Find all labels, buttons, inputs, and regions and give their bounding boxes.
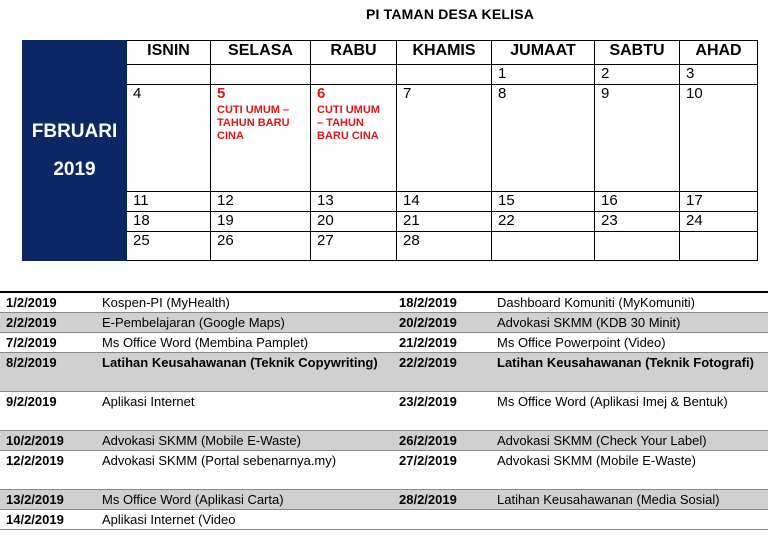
- day-number: 26: [217, 232, 234, 249]
- day-number: 16: [601, 192, 618, 209]
- schedule-row: [0, 313, 768, 333]
- day-cell: [397, 65, 492, 85]
- day-cell: [595, 192, 680, 212]
- day-cell: [211, 192, 311, 212]
- day-header-rabu: RABU: [311, 40, 397, 65]
- day-cell: [397, 232, 492, 261]
- day-cell: [127, 85, 211, 192]
- day-number: 28: [403, 232, 420, 249]
- day-number: 10: [686, 85, 703, 102]
- schedule-event: Aplikasi Internet: [102, 394, 195, 409]
- day-number: 13: [317, 192, 334, 209]
- schedule-row: [0, 353, 768, 392]
- day-cell: [127, 232, 211, 261]
- schedule-date: 14/2/2019: [6, 512, 64, 527]
- schedule-row: [0, 510, 768, 530]
- schedule-event: Advokasi SKMM (Mobile E-Waste): [102, 433, 301, 448]
- schedule-date: 22/2/2019: [399, 355, 457, 370]
- schedule-date: 9/2/2019: [6, 394, 57, 409]
- day-header-khamis: KHAMIS: [397, 40, 492, 65]
- day-number: 7: [403, 85, 412, 102]
- schedule-row: [0, 293, 768, 313]
- month-year: 2019: [53, 158, 96, 180]
- day-number: 3: [686, 65, 695, 82]
- day-cell: [680, 65, 758, 85]
- day-number: 8: [498, 85, 507, 102]
- day-number: 15: [498, 192, 515, 209]
- schedule-row: [0, 451, 768, 490]
- schedule-event: Advokasi SKMM (Portal sebenarnya.my): [102, 453, 337, 468]
- day-number: 12: [217, 192, 234, 209]
- schedule-date: 27/2/2019: [399, 453, 457, 468]
- schedule-date: 28/2/2019: [399, 492, 457, 507]
- schedule-date: 10/2/2019: [6, 433, 64, 448]
- schedule-date: 23/2/2019: [399, 394, 457, 409]
- month-name: FBRUARI: [31, 120, 118, 142]
- holiday-note: CUTI UMUM – TAHUN BARU CINA: [317, 104, 380, 142]
- day-cell: [311, 65, 397, 85]
- schedule-table: [0, 291, 768, 530]
- schedule-date: 2/2/2019: [6, 315, 57, 330]
- day-number: 17: [686, 192, 703, 209]
- schedule-date: 20/2/2019: [399, 315, 457, 330]
- schedule-event: E-Pembelajaran (Google Maps): [102, 315, 285, 330]
- calendar: [22, 40, 758, 261]
- day-number: 11: [133, 192, 149, 209]
- day-cell: [211, 232, 311, 261]
- day-cell: [211, 65, 311, 85]
- day-cell: [492, 212, 595, 232]
- day-cell: [680, 192, 758, 212]
- schedule-event: Advokasi SKMM (Check Your Label): [497, 433, 707, 448]
- schedule-row: [0, 431, 768, 451]
- schedule-date: 1/2/2019: [6, 295, 57, 310]
- schedule-date: 21/2/2019: [399, 335, 457, 350]
- day-number: 6: [317, 85, 326, 102]
- day-header-selasa: SELASA: [211, 40, 311, 65]
- schedule-event: Dashboard Komuniti (MyKomuniti): [497, 295, 695, 310]
- day-number: 24: [686, 212, 703, 229]
- day-header-ahad: AHAD: [680, 40, 758, 65]
- day-cell: [127, 65, 211, 85]
- day-cell: [492, 65, 595, 85]
- schedule-row: [0, 490, 768, 510]
- day-number: 19: [217, 212, 234, 229]
- day-number: 9: [601, 85, 610, 102]
- schedule-event: Advokasi SKMM (Mobile E-Waste): [497, 453, 696, 468]
- day-number: 23: [601, 212, 618, 229]
- schedule-row: [0, 392, 768, 431]
- day-header-sabtu: SABTU: [595, 40, 680, 65]
- month-label-block: [22, 40, 127, 261]
- day-number: 20: [317, 212, 334, 229]
- schedule-date: 8/2/2019: [6, 355, 57, 370]
- day-cell: [127, 212, 211, 232]
- day-number: 5: [217, 85, 226, 102]
- schedule-date: 12/2/2019: [6, 453, 64, 468]
- day-cell: [397, 192, 492, 212]
- day-number: 4: [133, 85, 142, 102]
- day-number: 27: [317, 232, 334, 249]
- schedule-event: Latihan Keusahawanan (Media Sosial): [497, 492, 720, 507]
- schedule-row: [0, 333, 768, 353]
- day-cell: [595, 65, 680, 85]
- schedule-event: Ms Office Word (Membina Pamplet): [102, 335, 309, 350]
- day-cell: [680, 212, 758, 232]
- day-cell: [492, 85, 595, 192]
- schedule-date: 26/2/2019: [399, 433, 457, 448]
- day-cell: [311, 232, 397, 261]
- holiday-note: CUTI UMUM – TAHUN BARU CINA: [217, 104, 290, 142]
- day-header-jumaat: JUMAAT: [492, 40, 595, 65]
- day-cell: [211, 212, 311, 232]
- schedule-event: Ms Office Word (Aplikasi Carta): [102, 492, 284, 507]
- day-header-isnin: ISNIN: [127, 40, 211, 65]
- schedule-event: Aplikasi Internet (Video: [102, 512, 236, 527]
- day-cell: [397, 212, 492, 232]
- day-cell: [595, 232, 680, 261]
- day-cell: [595, 85, 680, 192]
- schedule-date: 18/2/2019: [399, 295, 457, 310]
- day-cell: [311, 85, 397, 192]
- schedule-date: 7/2/2019: [6, 335, 57, 350]
- day-cell: [127, 192, 211, 212]
- day-number: 1: [498, 65, 507, 82]
- schedule-event: Latihan Keusahawanan (Teknik Fotografi): [497, 355, 754, 370]
- day-cell: [397, 85, 492, 192]
- day-cell: [492, 232, 595, 261]
- schedule-event: Kospen-PI (MyHealth): [102, 295, 230, 310]
- day-number: 18: [133, 212, 150, 229]
- day-number: 2: [601, 65, 610, 82]
- day-number: 21: [403, 212, 420, 229]
- calendar-grid: [127, 40, 758, 261]
- day-cell: [492, 192, 595, 212]
- schedule-event: Advokasi SKMM (KDB 30 Minit): [497, 315, 681, 330]
- day-cell: [595, 212, 680, 232]
- day-cell: [211, 85, 311, 192]
- day-number: 25: [133, 232, 150, 249]
- day-cell: [311, 192, 397, 212]
- page-title: PI TAMAN DESA KELISA: [365, 6, 535, 22]
- day-cell: [680, 232, 758, 261]
- day-cell: [311, 212, 397, 232]
- schedule-event: Latihan Keusahawanan (Teknik Copywriting): [102, 355, 378, 370]
- schedule-date: 13/2/2019: [6, 492, 64, 507]
- day-number: 14: [403, 192, 420, 209]
- day-number: 22: [498, 212, 515, 229]
- day-cell: [680, 85, 758, 192]
- schedule-event: Ms Office Word (Aplikasi Imej & Bentuk): [497, 394, 728, 409]
- schedule-event: Ms Office Powerpoint (Video): [497, 335, 666, 350]
